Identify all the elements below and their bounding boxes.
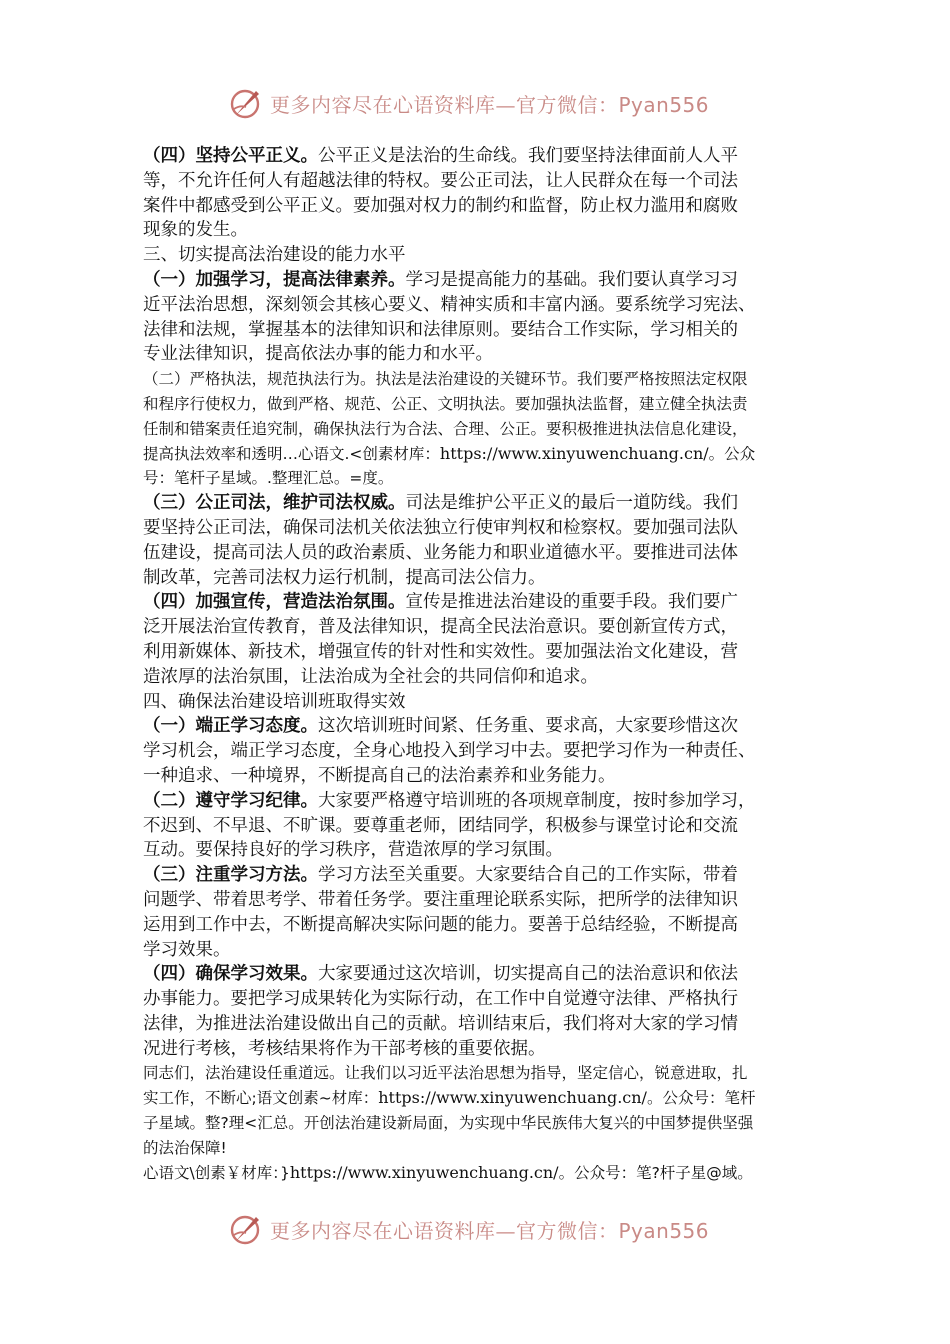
text-line: [143, 541, 811, 566]
bold-heading: （四）加强宣传，营造法治氛围。: [143, 592, 406, 613]
text-line: [143, 814, 811, 839]
text-line: [143, 442, 811, 467]
banner-text: [270, 1215, 709, 1244]
line-text: 四、确保法治建设培训班取得实效: [143, 691, 406, 712]
text-line: [143, 690, 811, 715]
text-line: [143, 1061, 811, 1086]
line-text: 现象的发生。: [143, 220, 248, 241]
line-text: 这次培训班时间紧、任务重、要求高，大家要珍惜这次: [318, 716, 738, 737]
text-line: [143, 491, 811, 516]
text-line: [143, 987, 811, 1012]
url-text: https://www.xinyuwenchuang.cn/: [289, 1162, 559, 1182]
line-text: 三、切实提高法治建设的能力水平: [143, 245, 406, 266]
banner-text: [270, 89, 709, 118]
line-text: （二）严格执法，规范执法行为。执法是法治建设的关键环节。我们要严格按照法定权限: [143, 370, 748, 389]
line-text: 同志们，法治建设任重道远。让我们以习近平法治思想为指导，坚定信心，锐意进取，扎: [143, 1064, 748, 1083]
line-text: 泛开展法治宣传教育，普及法律知识，提高全民法治意识。要创新宣传方式，: [143, 617, 738, 638]
line-text: 问题学、带着思考学、带着任务学。要注重理论联系实际，把所学的法律知识: [143, 889, 738, 910]
line-text: 不迟到、不早退、不旷课。要尊重老师，团结同学，积极参与课堂讨论和交流: [143, 815, 738, 836]
text-line: [143, 665, 811, 690]
footer-banner: [228, 1209, 748, 1249]
text-line: [143, 293, 811, 318]
line-text: 学习方法至关重要。大家要结合自己的工作实际，带着: [318, 865, 738, 886]
text-line: [143, 888, 811, 913]
document-body: [143, 144, 811, 1185]
line-text: 制改革，完善司法权力运行机制，提高司法公信力。: [143, 567, 546, 588]
line-text: 办事能力。要把学习成果转化为实际行动，在工作中自觉遵守法律、严格执行: [143, 989, 738, 1010]
line-text: 的法治保障!: [143, 1138, 227, 1157]
line-text: 学习效果。: [143, 939, 231, 960]
text-line: [143, 615, 811, 640]
line-text: 大家要严格遵守培训班的各项规章制度，按时参加学习，: [318, 790, 756, 811]
line-text: 等，不允许任何人有超越法律的特权。要公正司法，让人民群众在每一个司法: [143, 170, 738, 191]
text-line: [143, 367, 811, 392]
text-line: [143, 466, 811, 491]
line-text: 心语文\创素￥材库：}: [143, 1163, 290, 1182]
line-text: 法律，为推进法治建设做出自己的贡献。培训结束后，我们将对大家的学习情: [143, 1013, 738, 1034]
text-line: [143, 218, 811, 243]
line-text: 专业法律知识，提高依法办事的能力和水平。: [143, 344, 493, 365]
bold-heading: （一）端正学习态度。: [143, 716, 318, 737]
line-text: 近平法治思想，深刻领会其核心要义、精神实质和丰富内涵。要系统学习宪法、: [143, 294, 756, 315]
line-tail: 。公众号：笔?杆子星@域。: [558, 1163, 753, 1182]
text-line: [143, 194, 811, 219]
line-text: 任制和错案责任追究制，确保执法行为合法、合理、公正。要积极推进执法信息化建设，: [143, 419, 748, 438]
text-line: [143, 417, 811, 442]
url-text: https://www.xinyuwenchuang.cn/: [439, 443, 709, 463]
text-line: [143, 1161, 811, 1186]
text-line: [143, 1037, 811, 1062]
text-line: [143, 938, 811, 963]
text-line: [143, 243, 811, 268]
line-text: 司法是维护公平正义的最后一道防线。我们: [405, 493, 738, 514]
text-line: [143, 962, 811, 987]
line-text: 一种追求、一种境界，不断提高自己的法治素养和业务能力。: [143, 765, 616, 786]
line-tail: 。公众: [708, 444, 756, 463]
banner-wechat-id: Pyan556: [618, 1218, 710, 1243]
line-text: 和程序行使权力，做到严格、规范、公正、文明执法。要加强执法监督，建立健全执法责: [143, 394, 748, 413]
text-line: [143, 764, 811, 789]
text-line: [143, 640, 811, 665]
line-text: 要坚持公正司法，确保司法机关依法独立行使审判权和检察权。要加强司法队: [143, 517, 738, 538]
line-text: 学习机会，端正学习态度，全身心地投入到学习中去。要把学习作为一种责任、: [143, 741, 756, 762]
text-line: [143, 789, 811, 814]
quill-logo-icon: [228, 1211, 264, 1247]
text-line: [143, 863, 811, 888]
text-line: [143, 516, 811, 541]
line-text: 运用到工作中去，不断提高解决实际问题的能力。要善于总结经验，不断提高: [143, 914, 738, 935]
text-line: [143, 1012, 811, 1037]
line-text: 造浓厚的法治氛围，让法治成为全社会的共同信仰和追求。: [143, 666, 598, 687]
bold-heading: （三）注重学习方法。: [143, 865, 318, 886]
line-text: 实工作，不断心;语文创素~材库：: [143, 1089, 379, 1108]
header-banner: [228, 83, 748, 123]
banner-title: 更多内容尽在心语资料库—官方微信：: [270, 1218, 619, 1243]
text-line: [143, 566, 811, 591]
text-line: [143, 392, 811, 417]
line-text: 大家要通过这次培训，切实提高自己的法治意识和依法: [318, 964, 738, 985]
text-line: [143, 144, 811, 169]
bold-heading: （四）确保学习效果。: [143, 964, 318, 985]
text-line: [143, 913, 811, 938]
text-line: [143, 714, 811, 739]
quill-logo-icon: [228, 85, 264, 121]
line-text: 况进行考核，考核结果将作为干部考核的重要依据。: [143, 1038, 546, 1059]
banner-wechat-id: Pyan556: [618, 92, 710, 117]
bold-heading: （四）坚持公平正义。: [143, 146, 318, 166]
line-text: 互动。要保持良好的学习秩序，营造浓厚的学习氛围。: [143, 840, 563, 861]
banner-title: 更多内容尽在心语资料库—官方微信：: [270, 92, 619, 117]
bold-heading: （二）遵守学习纪律。: [143, 790, 318, 811]
text-line: [143, 342, 811, 367]
bold-heading: （三）公正司法，维护司法权威。: [143, 493, 406, 514]
line-text: 法律和法规，掌握基本的法律知识和法律原则。要结合工作实际，学习相关的: [143, 319, 738, 340]
text-line: [143, 169, 811, 194]
line-text: 号：笔杆子星域。.整理汇总。=度。: [143, 469, 394, 488]
text-line: [143, 838, 811, 863]
line-text: 子星域。整?理<汇总。开创法治建设新局面，为实现中华民族伟大复兴的中国梦提供坚强: [143, 1114, 754, 1133]
line-text: 学习是提高能力的基础。我们要认真学习习: [405, 269, 738, 290]
line-text: 公平正义是法治的生命线。我们要坚持法律面前人人平: [318, 146, 738, 166]
text-line: [143, 590, 811, 615]
line-text: 提高执法效率和透明…心语文.<创素材库：: [143, 444, 440, 463]
text-line: [143, 1136, 811, 1161]
line-tail: 。公众号：笔杆: [646, 1089, 756, 1108]
text-line: [143, 739, 811, 764]
text-line: [143, 1086, 811, 1111]
text-line: [143, 268, 811, 293]
line-text: 宣传是推进法治建设的重要手段。我们要广: [405, 592, 738, 613]
line-text: 伍建设，提高司法人员的政治素质、业务能力和职业道德水平。要推进司法体: [143, 542, 738, 563]
text-line: [143, 1111, 811, 1136]
url-text: https://www.xinyuwenchuang.cn/: [378, 1088, 647, 1108]
line-text: 案件中都感受到公平正义。要加强对权力的制约和监督，防止权力滥用和腐败: [143, 195, 738, 216]
line-text: 利用新媒体、新技术，增强宣传的针对性和实效性。要加强法治文化建设，营: [143, 641, 738, 662]
text-line: [143, 318, 811, 343]
bold-heading: （一）加强学习，提高法律素养。: [143, 269, 406, 290]
